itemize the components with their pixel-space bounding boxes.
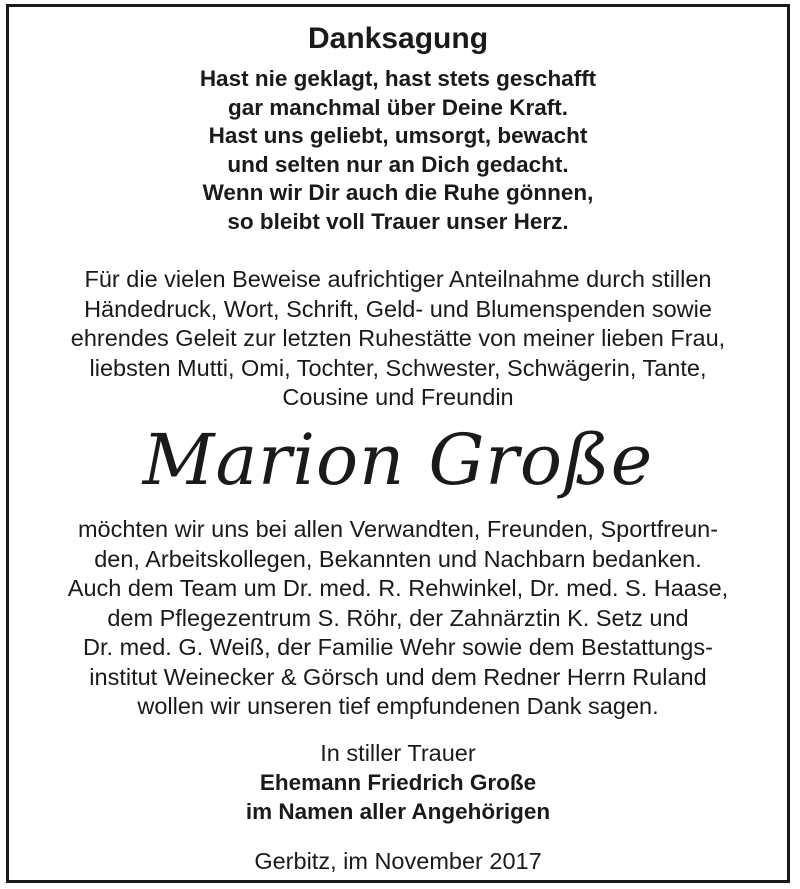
text-line: ehrendes Geleit zur letzten Ruhestätte von meiner lieben Frau, xyxy=(70,325,726,351)
signoff-intro: In stiller Trauer xyxy=(320,740,476,766)
text-line: Für die vielen Beweise aufrichtiger Anteilnahme durch stillen xyxy=(84,266,712,292)
thanks-paragraph-main xyxy=(9,515,787,722)
poem-line: Hast uns geliebt, umsorgt, bewacht xyxy=(208,123,588,148)
poem-line: Wenn wir Dir auch die Ruhe gönnen, xyxy=(202,180,594,205)
signoff xyxy=(9,739,787,826)
poem-line: und selten nur an Dich gedacht. xyxy=(227,151,569,177)
poem-line: so bleibt voll Trauer unser Herz. xyxy=(227,208,569,234)
text-line: Dr. med. G. Weiß, der Familie Wehr sowie dem Bestattungs- xyxy=(83,634,713,660)
deceased-name: Marion Große xyxy=(142,419,654,501)
signoff-name: Ehemann Friedrich Große xyxy=(259,770,537,795)
text-line: Cousine und Freundin xyxy=(282,384,514,410)
obituary-card xyxy=(6,4,790,883)
text-line: Händedruck, Wort, Schrift, Geld- und Blumenspenden sowie xyxy=(84,295,712,322)
text-line: den, Arbeitskollegen, Bekannten und Nachbarn bedanken. xyxy=(94,545,702,572)
heading-title: Danksagung xyxy=(307,22,489,55)
text-line: möchten wir uns bei allen Verwandten, Freunden, Sportfreun- xyxy=(77,516,719,542)
text-line: liebsten Mutti, Omi, Tochter, Schwester, Schwägerin, Tante, xyxy=(89,354,707,381)
text-line: wollen wir unseren tief empfundenen Dank sagen. xyxy=(137,693,659,719)
thanks-paragraph-intro xyxy=(9,265,787,413)
place-date: Gerbitz, im November 2017 xyxy=(254,848,542,874)
text-line: dem Pflegezentrum S. Röhr, der Zahnärztin K. Setz und xyxy=(107,604,689,631)
text-line: Auch dem Team um Dr. med. R. Rehwinkel, Dr. med. S. Haase, xyxy=(67,575,729,601)
poem-line: Hast nie geklagt, hast stets geschafft xyxy=(199,66,597,91)
text-line: institut Weinecker & Görsch und dem Redner Herrn Ruland xyxy=(89,663,707,690)
poem-line: gar manchmal über Deine Kraft. xyxy=(227,94,569,120)
poem xyxy=(9,65,787,236)
signoff-family: im Namen aller Angehörigen xyxy=(245,799,551,824)
